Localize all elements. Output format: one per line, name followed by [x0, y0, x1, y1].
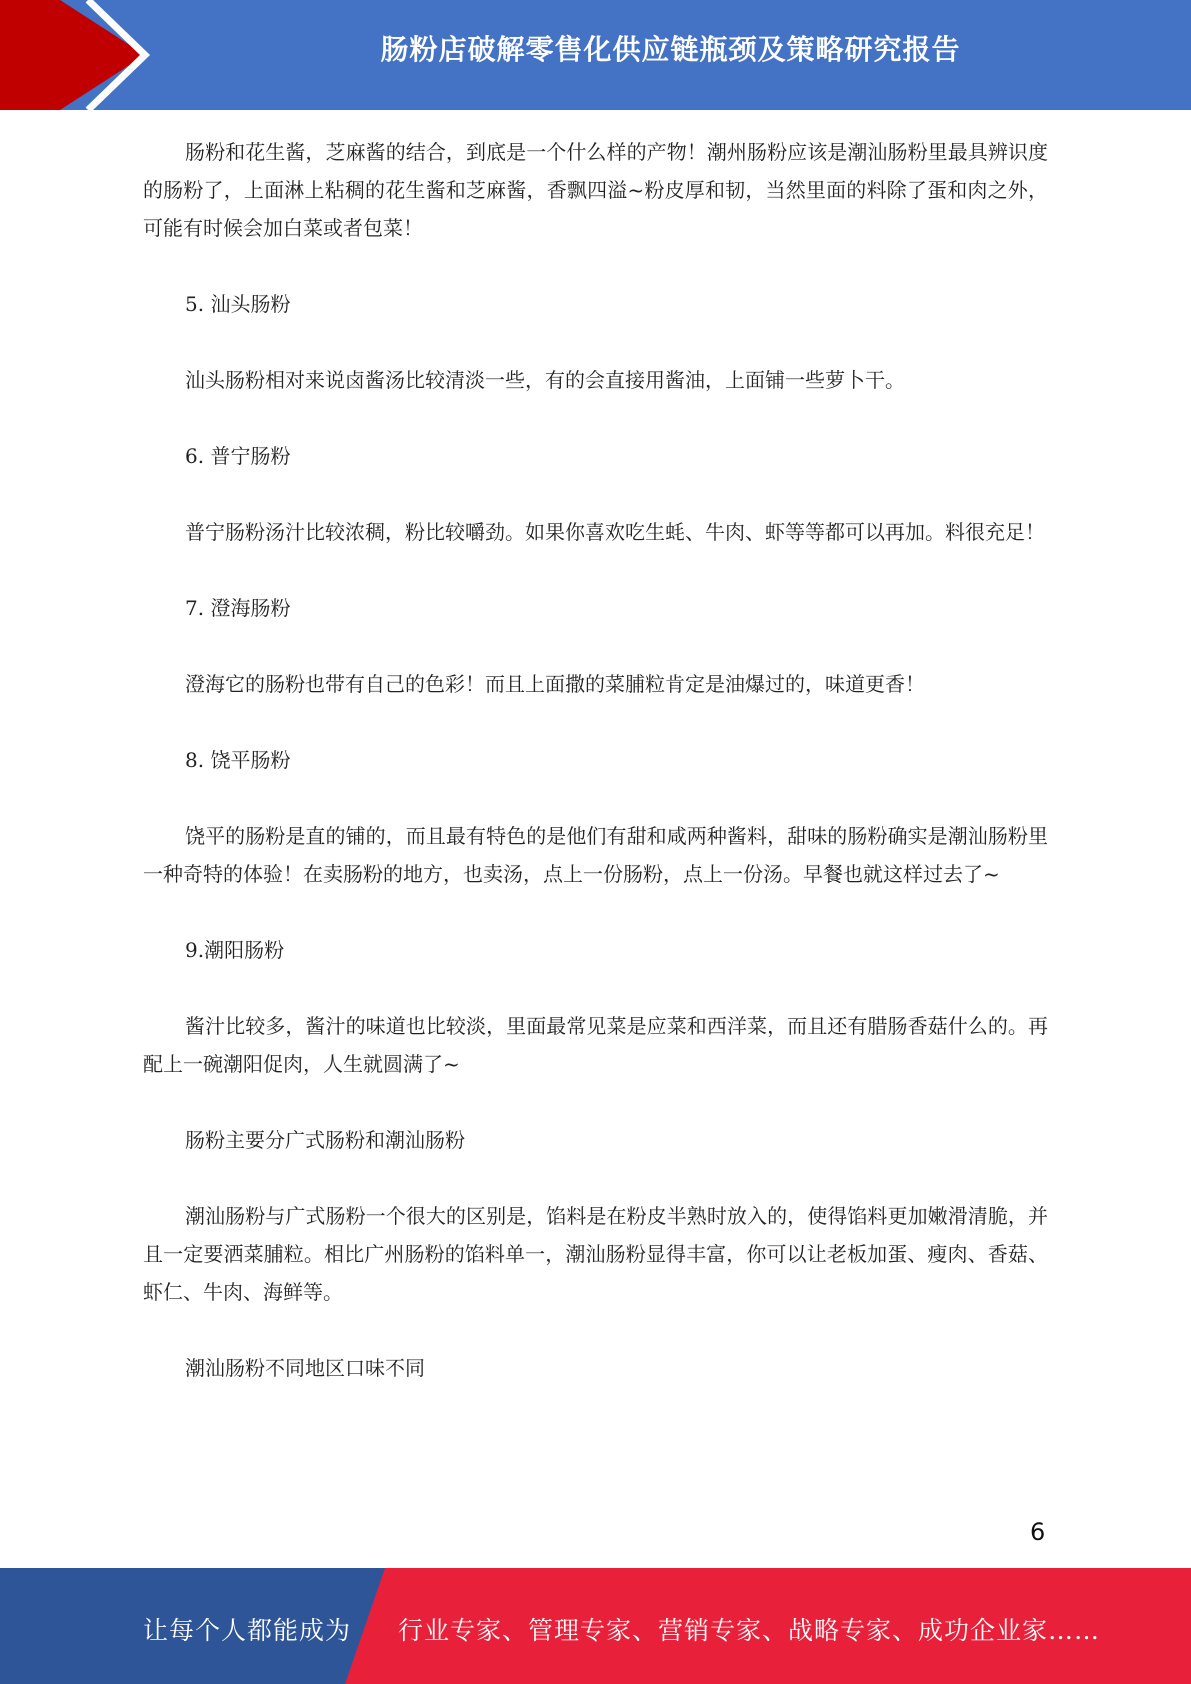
report-title: 肠粉店破解零售化供应链瓶颈及策略研究报告: [380, 33, 961, 66]
body-text: [143, 133, 1048, 1425]
paragraph: 普宁肠粉汤汁比较浓稠，粉比较嚼劲。如果你喜欢吃生蚝、牛肉、虾等等都可以再加。料很充足！: [185, 520, 1045, 544]
section-heading: 7. 澄海肠粉: [185, 596, 291, 620]
section-heading: 8. 饶平肠粉: [185, 748, 291, 772]
footer-slogan-right: 行业专家、管理专家、营销专家、战略专家、成功企业家……: [398, 1616, 1101, 1645]
paragraph: 汕头肠粉相对来说卤酱汤比较清淡一些，有的会直接用酱油，上面铺一些萝卜干。: [185, 368, 905, 392]
section-heading: 5. 汕头肠粉: [185, 292, 291, 316]
header-arrow-decoration: [0, 0, 160, 110]
paragraph: 澄海它的肠粉也带有自己的色彩！而且上面撒的菜脯粒肯定是油爆过的，味道更香！: [185, 672, 925, 696]
paragraph: 酱汁比较多，酱汁的味道也比较淡，里面最常见菜是应菜和西洋菜，而且还有腊肠香菇什么的。再配上一碗潮阳促肉，人生就圆满了~: [143, 1014, 1048, 1076]
paragraph: 饶平的肠粉是直的铺的，而且最有特色的是他们有甜和咸两种酱料，甜味的肠粉确实是潮汕肠粉里一种奇特的体验！在卖肠粉的地方，也卖汤，点上一份肠粉，点上一份汤。早餐也就这样过去了~: [143, 824, 1048, 886]
paragraph: 潮汕肠粉与广式肠粉一个很大的区别是，馅料是在粉皮半熟时放入的，使得馅料更加嫩滑清脆，并且一定要洒菜脯粒。相比广州肠粉的馅料单一，潮汕肠粉显得丰富，你可以让老板加蛋、瘦肉、香菇、虾仁、牛肉、海鲜等。: [143, 1204, 1048, 1304]
paragraph: 肠粉和花生酱，芝麻酱的结合，到底是一个什么样的产物！潮州肠粉应该是潮汕肠粉里最具辨识度的肠粉了，上面淋上粘稠的花生酱和芝麻酱，香飘四溢~粉皮厚和韧，当然里面的料除了蛋和肉之外，可能有时候会加白菜或者包菜！: [143, 140, 1048, 240]
page-footer: [0, 1568, 1191, 1684]
page-header: [0, 0, 1191, 110]
section-heading: 潮汕肠粉不同地区口味不同: [185, 1356, 425, 1380]
section-heading: 9.潮阳肠粉: [185, 938, 285, 962]
footer-slogan-left: 让每个人都能成为: [143, 1616, 352, 1645]
page-number: 6: [1030, 1518, 1046, 1546]
section-heading: 肠粉主要分广式肠粉和潮汕肠粉: [185, 1128, 465, 1152]
section-heading: 6. 普宁肠粉: [185, 444, 291, 468]
